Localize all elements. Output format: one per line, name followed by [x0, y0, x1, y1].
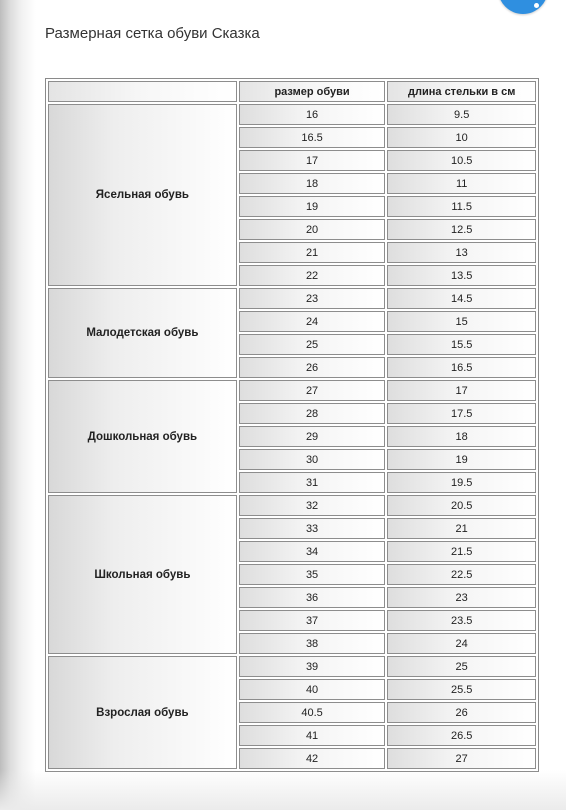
table-row — [48, 656, 536, 677]
header-empty-cell — [48, 81, 237, 102]
insole-length-cell: 18 — [387, 426, 536, 447]
shoe-size-cell: 16 — [239, 104, 386, 125]
table-row — [48, 104, 536, 125]
insole-length-cell: 27 — [387, 748, 536, 769]
shoe-size-cell: 28 — [239, 403, 386, 424]
shoe-size-cell: 26 — [239, 357, 386, 378]
table-row — [48, 380, 536, 401]
insole-length-cell: 10 — [387, 127, 536, 148]
category-cell: Дошкольная обувь — [48, 380, 237, 493]
insole-length-cell: 11 — [387, 173, 536, 194]
shoe-size-cell: 33 — [239, 518, 386, 539]
corner-badge[interactable] — [498, 0, 548, 14]
insole-length-cell: 16.5 — [387, 357, 536, 378]
insole-length-cell: 22.5 — [387, 564, 536, 585]
shoe-size-cell: 20 — [239, 219, 386, 240]
shoe-size-cell: 34 — [239, 541, 386, 562]
shoe-size-cell: 35 — [239, 564, 386, 585]
insole-length-cell: 19.5 — [387, 472, 536, 493]
category-cell: Школьная обувь — [48, 495, 237, 654]
insole-length-cell: 10.5 — [387, 150, 536, 171]
insole-length-cell: 13.5 — [387, 265, 536, 286]
insole-length-cell: 21.5 — [387, 541, 536, 562]
insole-length-cell: 25.5 — [387, 679, 536, 700]
insole-length-cell: 25 — [387, 656, 536, 677]
shoe-size-cell: 32 — [239, 495, 386, 516]
category-cell: Ясельная обувь — [48, 104, 237, 286]
shoe-size-cell: 38 — [239, 633, 386, 654]
shoe-size-cell: 40 — [239, 679, 386, 700]
shoe-size-cell: 27 — [239, 380, 386, 401]
shoe-size-cell: 39 — [239, 656, 386, 677]
table-header-row — [48, 81, 536, 102]
shoe-size-cell: 42 — [239, 748, 386, 769]
shoe-size-cell: 37 — [239, 610, 386, 631]
shoe-size-cell: 25 — [239, 334, 386, 355]
page-title: Размерная сетка обуви Сказка — [45, 25, 260, 42]
insole-length-cell: 21 — [387, 518, 536, 539]
header-insole-length: длина стельки в см — [387, 81, 536, 102]
badge-dot-icon — [534, 3, 539, 8]
insole-length-cell: 14.5 — [387, 288, 536, 309]
shoe-size-cell: 40.5 — [239, 702, 386, 723]
insole-length-cell: 9.5 — [387, 104, 536, 125]
shoe-size-cell: 30 — [239, 449, 386, 470]
category-cell: Малодетская обувь — [48, 288, 237, 378]
shoe-size-cell: 29 — [239, 426, 386, 447]
shoe-size-cell: 21 — [239, 242, 386, 263]
insole-length-cell: 26 — [387, 702, 536, 723]
insole-length-cell: 12.5 — [387, 219, 536, 240]
insole-length-cell: 15.5 — [387, 334, 536, 355]
shoe-size-cell: 18 — [239, 173, 386, 194]
shoe-size-cell: 22 — [239, 265, 386, 286]
insole-length-cell: 20.5 — [387, 495, 536, 516]
shoe-size-cell: 16.5 — [239, 127, 386, 148]
table-row — [48, 495, 536, 516]
insole-length-cell: 19 — [387, 449, 536, 470]
bottom-shadow — [0, 770, 566, 810]
insole-length-cell: 11.5 — [387, 196, 536, 217]
insole-length-cell: 13 — [387, 242, 536, 263]
size-chart — [45, 78, 539, 772]
insole-length-cell: 17.5 — [387, 403, 536, 424]
insole-length-cell: 24 — [387, 633, 536, 654]
category-cell: Взрослая обувь — [48, 656, 237, 769]
table-body — [48, 104, 536, 769]
size-table — [45, 78, 539, 772]
insole-length-cell: 15 — [387, 311, 536, 332]
insole-length-cell: 26.5 — [387, 725, 536, 746]
shoe-size-cell: 23 — [239, 288, 386, 309]
insole-length-cell: 23.5 — [387, 610, 536, 631]
table-row — [48, 288, 536, 309]
header-shoe-size: размер обуви — [239, 81, 386, 102]
shoe-size-cell: 24 — [239, 311, 386, 332]
insole-length-cell: 17 — [387, 380, 536, 401]
shoe-size-cell: 19 — [239, 196, 386, 217]
shoe-size-cell: 17 — [239, 150, 386, 171]
shoe-size-cell: 31 — [239, 472, 386, 493]
shoe-size-cell: 36 — [239, 587, 386, 608]
shoe-size-cell: 41 — [239, 725, 386, 746]
insole-length-cell: 23 — [387, 587, 536, 608]
